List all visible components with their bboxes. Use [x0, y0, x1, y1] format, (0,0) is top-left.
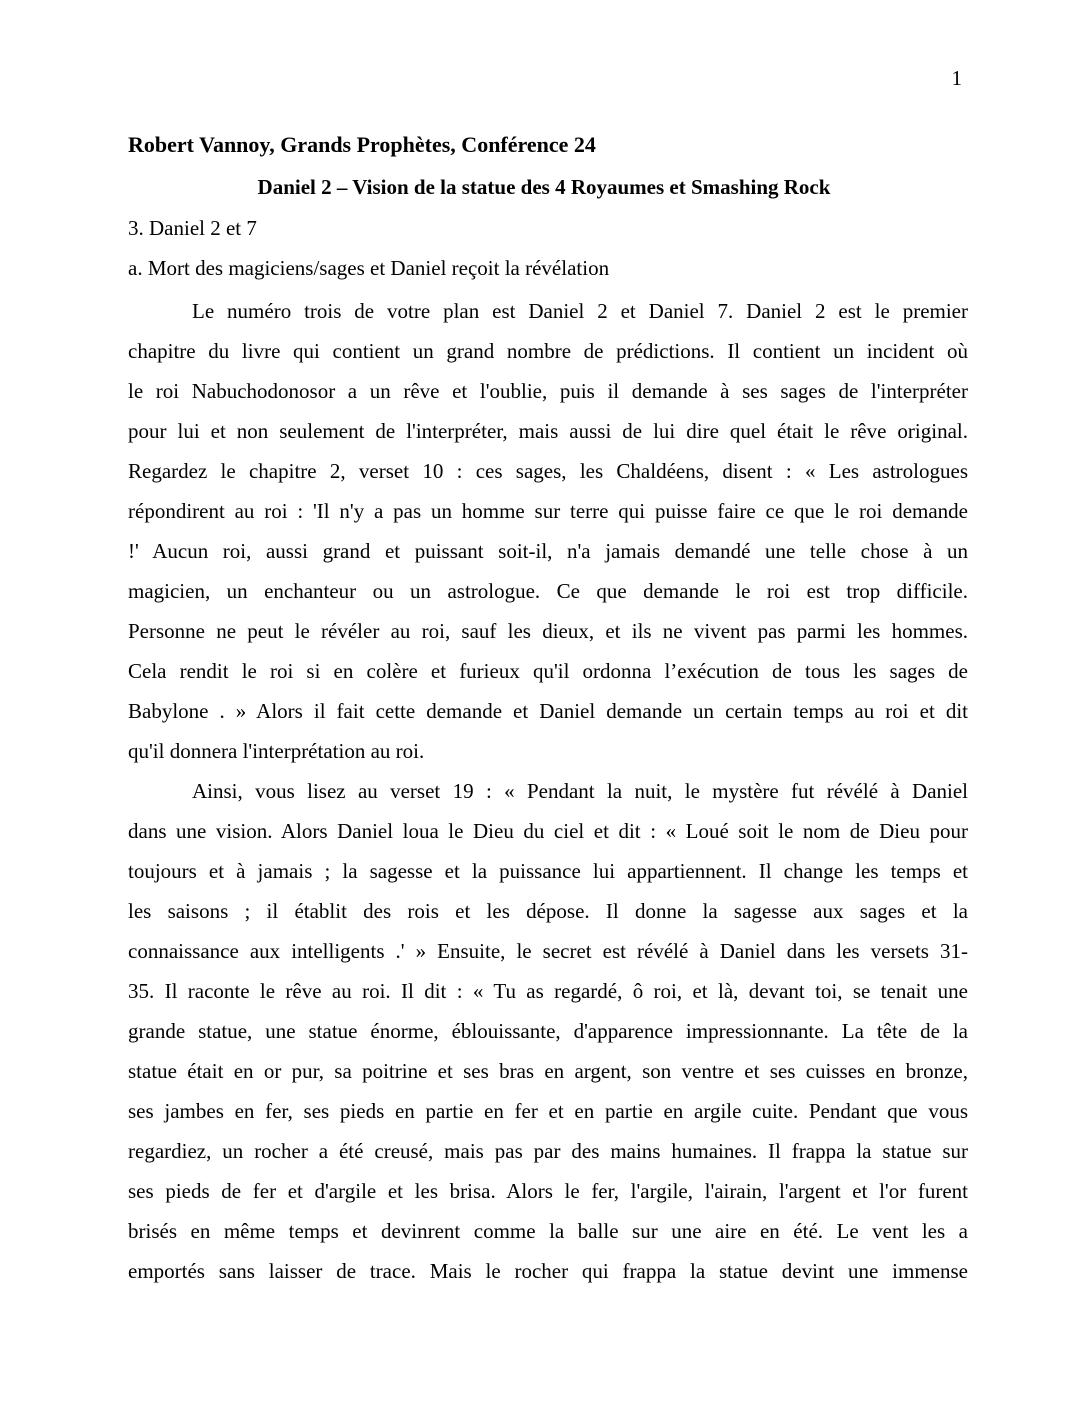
paragraph-line: toujours et à jamais ; la sagesse et la puissance lui appartiennent. Il change les temps et [128, 859, 968, 883]
paragraph-line: Le numéro trois de votre plan est Daniel 2 et Daniel 7. Daniel 2 est le premier [192, 299, 968, 323]
paragraph-line: regardiez, un rocher a été creusé, mais pas par des mains humaines. Il frappa la statue sur [128, 1139, 968, 1163]
paragraph-line: pour lui et non seulement de l'interpréter, mais aussi de lui dire quel était le rêve original. [128, 419, 968, 443]
paragraph-line: chapitre du livre qui contient un grand nombre de prédictions. Il contient un incident où [128, 339, 968, 363]
paragraph-line: emportés sans laisser de trace. Mais le rocher qui frappa la statue devint une immense [128, 1259, 968, 1283]
paragraph-line: ses pieds de fer et d'argile et les brisa. Alors le fer, l'argile, l'airain, l'argent et l'or furent [128, 1179, 968, 1203]
body-paragraph-1 [128, 291, 968, 771]
lecture-subtitle: Daniel 2 – Vision de la statue des 4 Royaumes et Smashing Rock [257, 175, 831, 199]
page-number: 1 [951, 66, 962, 90]
paragraph-line: !' Aucun roi, aussi grand et puissant soit-il, n'a jamais demandé une telle chose à un [128, 539, 968, 563]
paragraph-line: 35. Il raconte le rêve au roi. Il dit : « Tu as regardé, ô roi, et là, devant toi, se tenait une [128, 979, 968, 1003]
section-heading: 3. Daniel 2 et 7 [128, 216, 257, 240]
paragraph-line: Cela rendit le roi si en colère et furieux qu'il ordonna l’exécution de tous les sages de [128, 659, 968, 683]
paragraph-line: le roi Nabuchodonosor a un rêve et l'oublie, puis il demande à ses sages de l'interpréter [128, 379, 968, 403]
paragraph-line: Personne ne peut le révéler au roi, sauf les dieux, et ils ne vivent pas parmi les hommes. [128, 619, 968, 643]
paragraph-line: Regardez le chapitre 2, verset 10 : ces sages, les Chaldéens, disent : « Les astrologues [128, 459, 968, 483]
paragraph-line: Babylone . » Alors il fait cette demande et Daniel demande un certain temps au roi et dit [128, 699, 968, 723]
paragraph-line: statue était en or pur, sa poitrine et ses bras en argent, son ventre et ses cuisses en bronze, [128, 1059, 968, 1083]
paragraph-line: grande statue, une statue énorme, éblouissante, d'apparence impressionnante. La tête de la [128, 1019, 968, 1043]
paragraph-line: connaissance aux intelligents .' » Ensuite, le secret est révélé à Daniel dans les versets 31- [128, 939, 968, 963]
body-paragraph-2 [128, 771, 968, 1291]
paragraph-line: les saisons ; il établit des rois et les dépose. Il donne la sagesse aux sages et la [128, 899, 968, 923]
paragraph-line: Ainsi, vous lisez au verset 19 : « Pendant la nuit, le mystère fut révélé à Daniel [192, 779, 968, 803]
lecture-title: Robert Vannoy, Grands Prophètes, Conférence 24 [128, 132, 596, 157]
paragraph-line: répondirent au roi : 'Il n'y a pas un homme sur terre qui puisse faire ce que le roi demande [128, 499, 968, 523]
paragraph-line: magicien, un enchanteur ou un astrologue. Ce que demande le roi est trop difficile. [128, 579, 968, 603]
paragraph-line: ses jambes en fer, ses pieds en partie en fer et en partie en argile cuite. Pendant que vous [128, 1099, 968, 1123]
paragraph-line: brisés en même temps et devinrent comme la balle sur une aire en été. Le vent les a [128, 1219, 968, 1243]
paragraph-line: qu'il donnera l'interprétation au roi. [128, 739, 425, 763]
subsection-heading: a. Mort des magiciens/sages et Daniel reçoit la révélation [128, 256, 610, 280]
paragraph-line: dans une vision. Alors Daniel loua le Dieu du ciel et dit : « Loué soit le nom de Dieu pour [128, 819, 968, 843]
